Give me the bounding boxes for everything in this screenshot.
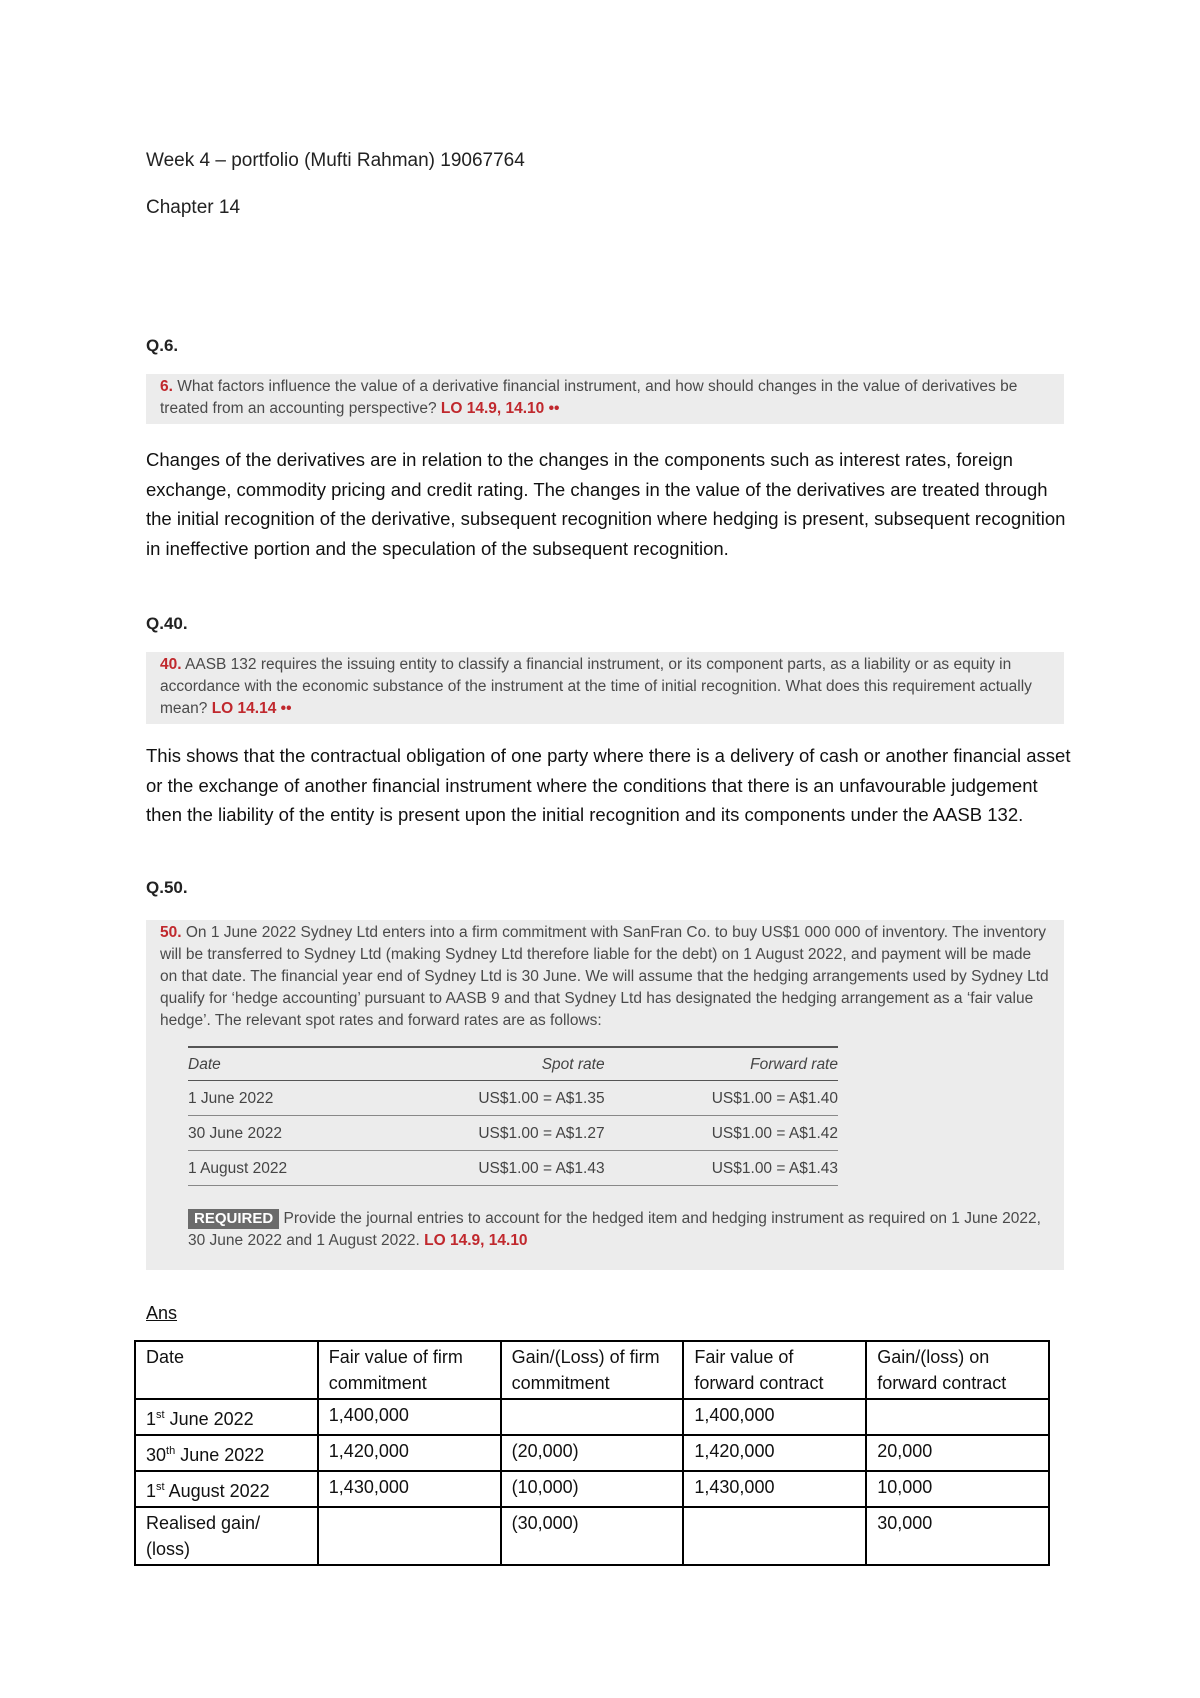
answer-table [134,1340,1050,1566]
row-date: 30th June 2022 [135,1435,318,1471]
gain-forward-cell [866,1399,1049,1435]
q6-question-text: What factors influence the value of a derivative financial instrument, and how should changes in the value of derivatives be treated from an accounting perspective? [160,378,1018,417]
gain-firm-cell: (20,000) [501,1435,684,1471]
q50-question-box [146,920,1064,1270]
rates-date: 1 August 2022 [188,1151,371,1186]
realised-label: Realised gain/ (loss) [135,1507,318,1565]
q40-label: Q.40. [146,614,188,633]
answer-label: Ans [146,1303,178,1323]
q50-number: 50. [160,924,182,941]
col-header-gain-firm: Gain/(Loss) of firm commitment [501,1341,684,1399]
rates-header-spot: Spot rate [371,1047,604,1081]
rates-date: 30 June 2022 [188,1116,371,1151]
document-title: Week 4 – portfolio (Mufti Rahman) 19067764 [146,150,525,171]
fv-forward-cell: 1,400,000 [683,1399,866,1435]
q40-learning-objective: LO 14.14 •• [211,700,292,717]
required-text: Provide the journal entries to account for the hedged item and hedging instrument as required on 1 June 2022, 30 June 2022 and 1 August 2022. [188,1210,1041,1249]
gain-firm-cell [501,1399,684,1435]
col-header-date: Date [135,1341,318,1399]
table-row [135,1399,1049,1435]
rates-forward: US$1.00 = A$1.40 [605,1081,838,1116]
row-date: 1st June 2022 [135,1399,318,1435]
rates-spot: US$1.00 = A$1.35 [371,1081,604,1116]
fv-firm-cell [318,1507,501,1565]
fv-firm-cell: 1,430,000 [318,1471,501,1507]
required-section [188,1208,1050,1252]
q6-answer: Changes of the derivatives are in relation to the changes in the components such as interest rates, foreign exchange, commodity pricing and credit rating. The changes in the value of the derivatives are treated through the initial recognition of the derivative, subsequent recognition where hedging is present, subsequent recognition in ineffective portion and the speculation of the subsequent recognition. [146,449,1066,559]
q50-question-text: On 1 June 2022 Sydney Ltd enters into a firm commitment with SanFran Co. to buy US$1 000 000 of inventory. The inventory will be transferred to Sydney Ltd (making Sydney Ltd therefore liable for the debt) on 1 August 2022, and payment will be made on that date. The financial year end of Sydney Ltd is 30 June. We will assume that the hedging arrangements used by Sydney Ltd qualify for ‘hedge accounting’ pursuant to AASB 9 and that Sydney Ltd has designated the hedging arrangement as a ‘fair value hedge’. The relevant spot rates and forward rates are as follows: [160,924,1049,1029]
fv-forward-cell: 1,430,000 [683,1471,866,1507]
table-row-realised [135,1507,1049,1565]
gain-firm-cell: (30,000) [501,1507,684,1565]
required-badge: REQUIRED [188,1209,279,1229]
rates-row [188,1081,838,1116]
q50-question-paragraph [160,922,1050,1032]
table-row [135,1435,1049,1471]
q40-question-box [146,652,1064,724]
rates-table [188,1046,838,1186]
rates-date: 1 June 2022 [188,1081,371,1116]
q40-question-text: AASB 132 requires the issuing entity to classify a financial instrument, or its component parts, as a liability or as equity in accordance with the economic substance of the instrument at the time of initial recognition. What does this requirement actually mean? [160,656,1032,717]
col-header-fv-forward: Fair value of forward contract [683,1341,866,1399]
q6-number: 6. [160,378,173,395]
col-header-gain-forward: Gain/(loss) on forward contract [866,1341,1049,1399]
chapter-heading: Chapter 14 [146,197,241,218]
gain-forward-cell: 10,000 [866,1471,1049,1507]
rates-spot: US$1.00 = A$1.27 [371,1116,604,1151]
q6-learning-objective: LO 14.9, 14.10 •• [440,400,560,417]
q40-answer: This shows that the contractual obligation of one party where there is a delivery of cash or another financial asset or the exchange of another financial instrument where the conditions that there is an unfavourable judgement then the liability of the entity is present upon the initial recognition and its components under the AASB 132. [146,745,1071,825]
q6-label: Q.6. [146,336,179,355]
rates-forward: US$1.00 = A$1.43 [605,1151,838,1186]
rates-forward: US$1.00 = A$1.42 [605,1116,838,1151]
rates-spot: US$1.00 = A$1.43 [371,1151,604,1186]
row-date: 1st August 2022 [135,1471,318,1507]
gain-forward-cell: 30,000 [866,1507,1049,1565]
fv-firm-cell: 1,400,000 [318,1399,501,1435]
q40-number: 40. [160,656,182,673]
col-header-fv-firm: Fair value of firm commitment [318,1341,501,1399]
gain-firm-cell: (10,000) [501,1471,684,1507]
gain-forward-cell: 20,000 [866,1435,1049,1471]
q50-label: Q.50. [146,878,188,897]
q6-question-box [146,374,1064,424]
rates-header-forward: Forward rate [605,1047,838,1081]
table-row [135,1471,1049,1507]
fv-forward-cell: 1,420,000 [683,1435,866,1471]
rates-row [188,1151,838,1186]
rates-row [188,1116,838,1151]
required-learning-objective: LO 14.9, 14.10 [424,1232,528,1249]
fv-forward-cell [683,1507,866,1565]
fv-firm-cell: 1,420,000 [318,1435,501,1471]
rates-header-date: Date [188,1047,371,1081]
